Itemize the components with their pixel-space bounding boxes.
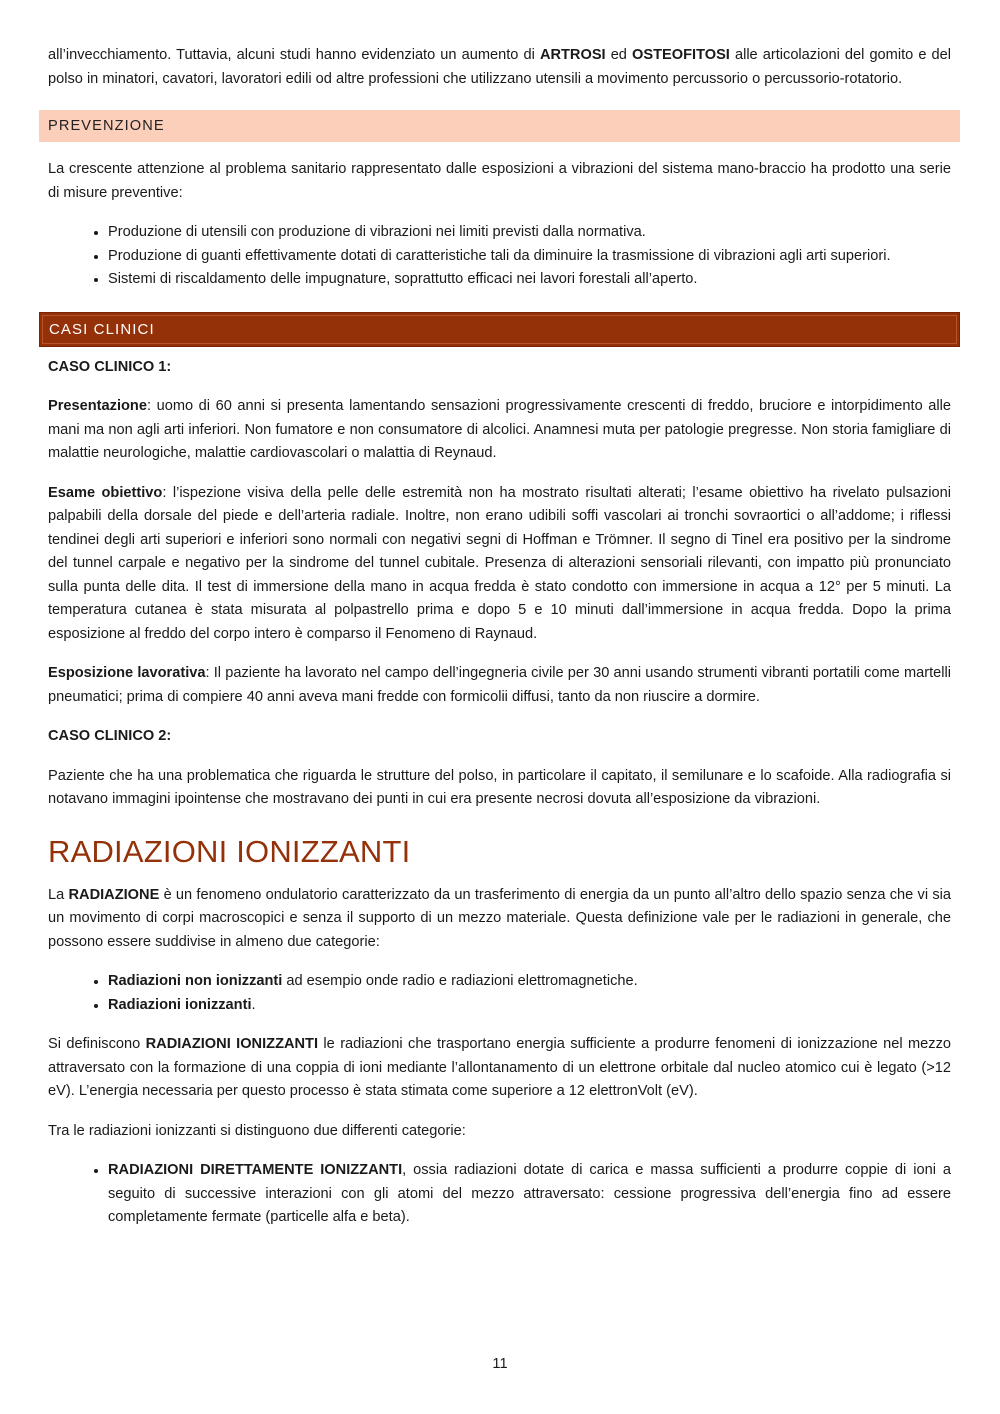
list-item-bold: Radiazioni ionizzanti — [108, 996, 252, 1013]
term-artrosi: ARTROSI — [539, 47, 606, 63]
list-item-bold: RADIAZIONI DIRETTAMENTE IONIZZANTI — [108, 1162, 403, 1178]
list-item-text: . — [251, 996, 256, 1013]
heading-radiazioni-ionizzanti: RADIAZIONI IONIZZANTI — [48, 833, 411, 869]
list-item: • Produzione di utensili con produzione di vibrazioni nei limiti previsti dalla normativa. — [108, 221, 951, 245]
caso-clinico-2-paragraph: Paziente che ha una problematica che riguarda le strutture del polso, in particolare il capitato, il semilunare e lo scafoide. Alla radiografia si notavano immagini ipointense che mostravano dei punti in cui era presente necrosi dovuta all’esposizione da vibrazioni. — [48, 767, 951, 807]
list-item — [108, 1159, 951, 1230]
presentazione-paragraph — [48, 395, 951, 466]
page-number: 11 — [492, 1356, 508, 1372]
ionizzanti-categories-list — [48, 1159, 951, 1230]
term-radiazione: RADIAZIONE — [68, 886, 160, 903]
esposizione-lavorativa-text: : Il paziente ha lavorato nel campo dell’ingegneria civile per 30 anni usando strumenti vibranti portatili come martelli pneumatici; prima di compiere 40 anni aveva mani fredde con formicolii diffusi, tanto da non riuscire a dormire. — [48, 665, 951, 705]
list-item — [108, 970, 951, 994]
list-item: • Produzione di guanti effettivamente dotati di caratteristiche tali da diminuire la trasmissione di vibrazioni agli arti superiori. — [108, 245, 951, 269]
radiazione-definition-paragraph — [48, 884, 951, 955]
list-item-text: ad esempio onde radio e radiazioni elettromagnetiche. — [282, 973, 638, 989]
caso-clinico-1-title: CASO CLINICO 1: — [48, 358, 172, 375]
list-item-bold: Radiazioni non ionizzanti — [108, 973, 283, 989]
presentazione-label: Presentazione — [48, 398, 147, 414]
section-heading-prevenzione: PREVENZIONE — [39, 110, 960, 142]
caso-clinico-2-title: CASO CLINICO 2: — [48, 728, 172, 744]
categorie-intro-paragraph: Tra le radiazioni ionizzanti si distinguono due differenti categorie: — [48, 1122, 466, 1139]
list-item-text: , ossia radiazioni dotate di carica e massa sufficienti a produrre coppie di ioni a seguito di successive interazioni con gli atomi del mezzo attraversato: cessione progressiva dell’energia fino ad essere completamente fermate (particelle alfa e beta). — [108, 1162, 952, 1225]
esame-obiettivo-paragraph — [48, 482, 951, 647]
ionizzanti-text-2: le radiazioni che trasportano energia sufficiente a produrre fenomeni di ionizzazione nel mezzo attraversato con la formazione di una coppia di ioni mediante l’allontanamento di un elettrone orbitale dal nucleo atomico cui è legato (>12 eV). L’energia necessaria per questo processo è stata stimata come superiore a 12 elettronVolt (eV). — [48, 1036, 951, 1099]
document-page — [48, 44, 951, 1230]
ionizzanti-text-1: Si definiscono — [48, 1036, 146, 1052]
esposizione-lavorativa-paragraph — [48, 662, 951, 709]
esposizione-lavorativa-label: Esposizione lavorativa — [48, 665, 206, 681]
presentazione-text: : uomo di 60 anni si presenta lamentando sensazioni progressivamente crescenti di freddo, bruciore e intorpidimento alle mani ma non agli arti inferiori. Non fumatore e non consumatore di alcolici. Anamnesi muta per patologie pregresse. Non storia famigliare di malattie neurologiche, malattie cardiovascolari o malattia di Reynaud. — [48, 398, 951, 461]
list-item — [108, 994, 951, 1018]
intro-paragraph — [48, 44, 951, 91]
list-item: • Sistemi di riscaldamento delle impugnature, soprattutto efficaci nei lavori forestali all’aperto. — [108, 268, 951, 292]
radiazione-text-2: è un fenomeno ondulatorio caratterizzato da un trasferimento di energia da un punto all’altro dello spazio senza che vi sia un movimento di corpi macroscopici e senza il supporto di un mezzo materiale. Questa definizione vale per le radiazioni in generale, che possono essere suddivise in almeno due categorie: — [48, 886, 951, 950]
section-heading-casi-clinici: CASI CLINICI — [39, 312, 960, 347]
term-osteofitosi: OSTEOFITOSI — [632, 47, 730, 63]
prevenzione-paragraph: La crescente attenzione al problema sanitario rappresentato dalle esposizioni a vibrazioni del sistema mano-braccio ha prodotto una serie di misure preventive: — [48, 161, 951, 201]
esame-obiettivo-text: : l’ispezione visiva della pelle delle estremità non ha mostrato risultati alterati; l’esame obiettivo ha rivelato pulsazioni palpabili della dorsale del piede e dell’arteria radiale. Inoltre, non erano udibili soffi vascolari ai tronchi sovraortici o all’addome; i riflessi tendinei degli arti superiori e inferiori sono normali con negativi segni di Hoffman e Trömner. Il segno di Tinel era positivo per la sindrome del tunnel carpale e negativo per la sindrome del tunnel cubitale. Presenza di alterazioni sensoriali rilevanti, con impatto più pronunciato sulla punta delle dita. Il test di immersione della mano in acqua fredda è stato condotto con immersione in acqua a 12° per 5 minuti. La temperatura cutanea è stata misurata al polpastrello prima e dopo 5 e 10 minuti dall’immersione in acqua fredda. Dopo la prima esposizione al freddo del corpo intero è comparso il Fenomeno di Raynaud. — [48, 484, 952, 642]
intro-text-2: ed — [605, 47, 633, 63]
intro-text-3: alle articolazioni del gomito e del polso in minatori, cavatori, lavoratori edili od altre professioni che utilizzano utensili a movimento percussorio o percussorio-rotatorio. — [48, 47, 951, 87]
radiazione-text-1: La — [48, 886, 69, 903]
esame-obiettivo-label: Esame obiettivo — [48, 484, 163, 501]
radiazioni-ionizzanti-definition-paragraph — [48, 1033, 951, 1104]
term-radiazioni-ionizzanti: RADIAZIONI IONIZZANTI — [145, 1036, 319, 1052]
intro-text-1: all’invecchiamento. Tuttavia, alcuni studi hanno evidenziato un aumento di — [48, 47, 540, 63]
radiazioni-categories-list — [48, 970, 951, 1017]
prevenzione-list — [48, 221, 951, 292]
